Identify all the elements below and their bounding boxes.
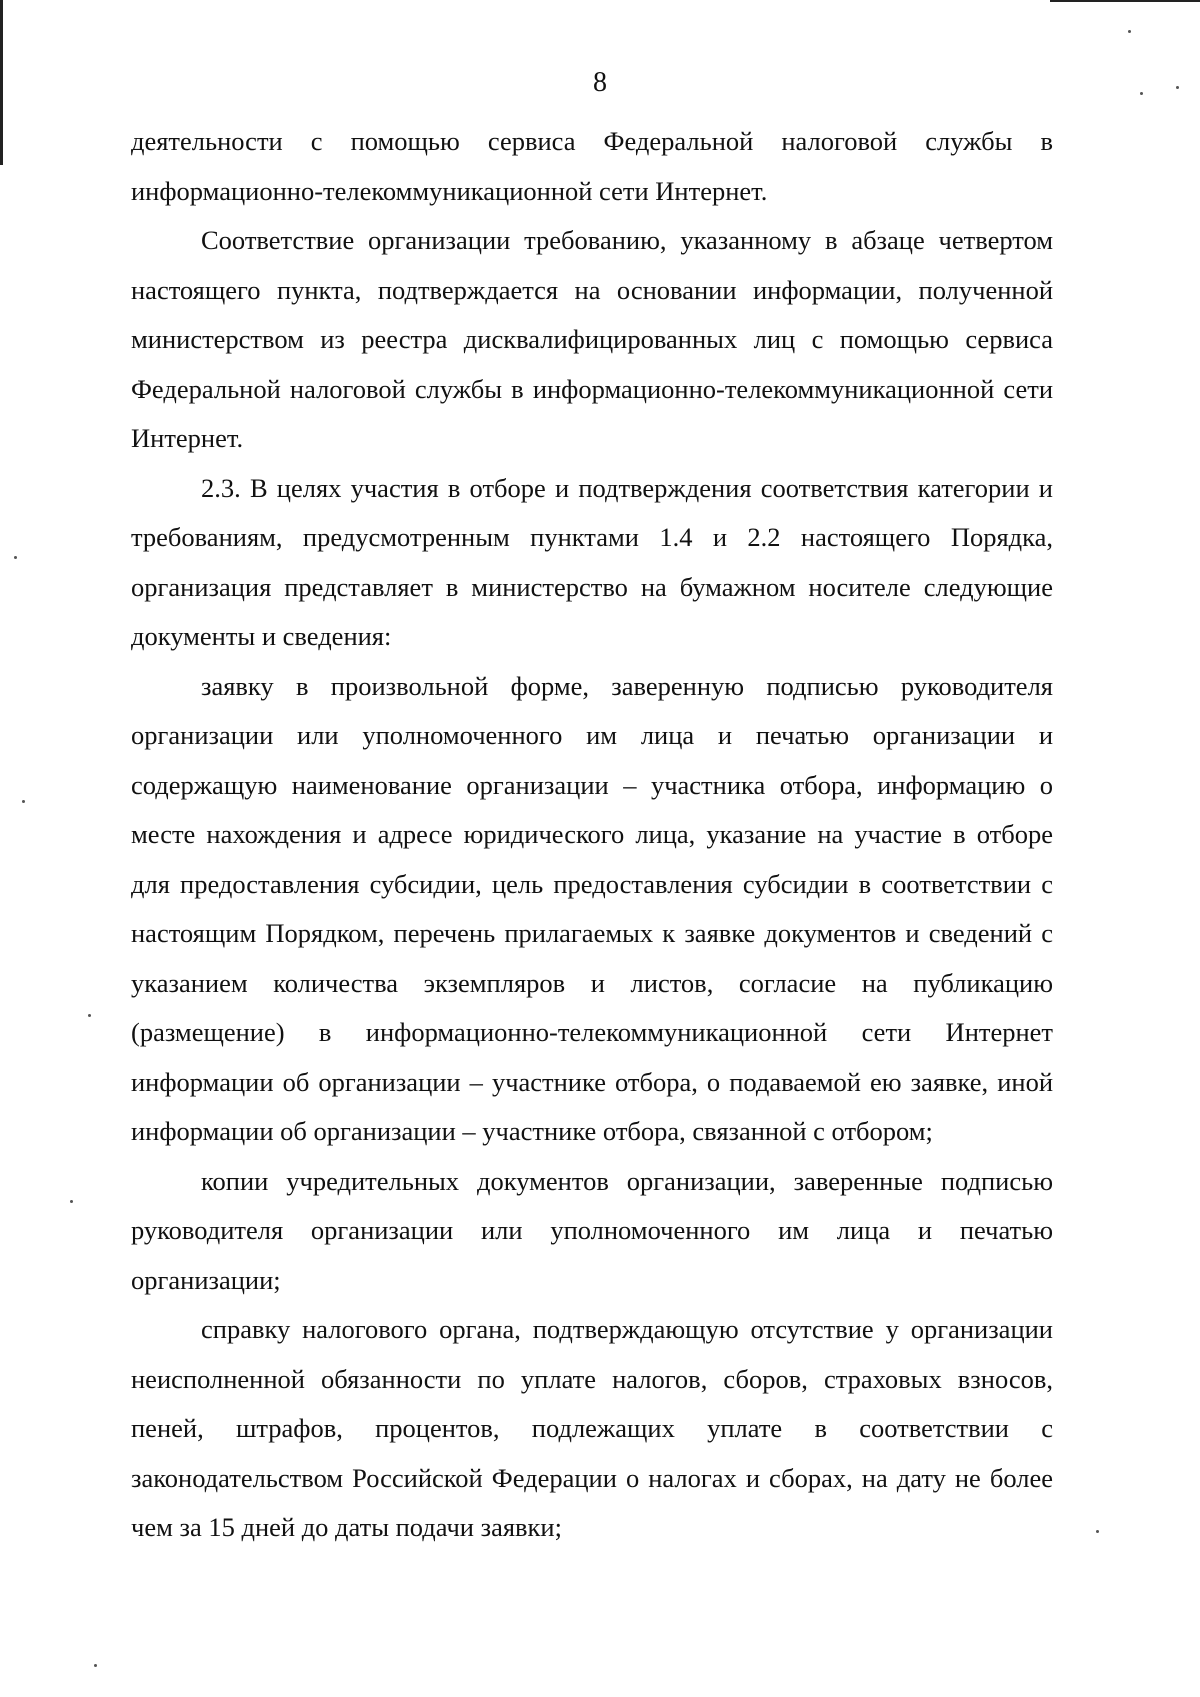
paragraph-6: справку налогового органа, подтверждающую отсутствие у организации неисполненной обязанности по уплате налогов, сборов, страховых взносов, пеней, штрафов, процентов, подлежащих уплате в соответствии с законодательством Российской Федерации о налогах и сборах, на дату не более чем за 15 дней до даты подачи заявки; xyxy=(131,1314,1053,1542)
paragraph-5: копии учредительных документов организации, заверенные подписью руководителя организации или уполномоченного им лица и печатью организации; xyxy=(131,1165,1053,1295)
scan-speck xyxy=(1176,86,1179,89)
scan-speck xyxy=(22,800,25,803)
scan-speck xyxy=(14,556,17,559)
paragraph-4: заявку в произвольной форме, заверенную подписью руководителя организации или уполномоченного им лица и печатью организации и содержащую наименование организации – участника отбора, информацию о месте нахождения и адресе юридического лица, указание на участие в отборе для предоставления субсидии, цель предоставления субсидии в соответствии с настоящим Порядком, перечень прилагаемых к заявке документов и сведений с указанием количества экземпляров и листов, согласие на публикацию (размещение) в информационно-телекоммуникационной сети Интернет информации об организации – участнике отбора, о подаваемой ею заявке, иной информации об организации – участнике отбора, связанной с отбором; xyxy=(131,670,1053,1146)
document-body xyxy=(131,117,1053,1553)
scan-speck xyxy=(1128,30,1131,33)
paragraph-3: 2.3. В целях участия в отборе и подтверждения соответствия категории и требованиям, предусмотренным пунктами 1.4 и 2.2 настоящего Порядка, организация представляет в министерство на бумажном носителе следующие документы и сведения: xyxy=(131,472,1053,651)
scan-speck xyxy=(1140,92,1143,95)
paragraph-1: деятельности с помощью сервиса Федеральной налоговой службы в информационно-телекоммуникационной сети Интернет. xyxy=(131,126,1053,206)
paragraph-2: Соответствие организации требованию, указанному в абзаце четвертом настоящего пункта, подтверждается на основании информации, полученной министерством из реестра дисквалифицированных лиц с помощью сервиса Федеральной налоговой службы в информационно-телекоммуникационной сети Интернет. xyxy=(131,225,1053,453)
scan-speck xyxy=(1096,1530,1099,1533)
scan-speck xyxy=(94,1664,97,1667)
page-number: 8 xyxy=(593,67,607,98)
scan-edge-top xyxy=(1050,0,1200,2)
scan-speck xyxy=(70,1200,73,1203)
scan-speck xyxy=(88,1014,91,1017)
